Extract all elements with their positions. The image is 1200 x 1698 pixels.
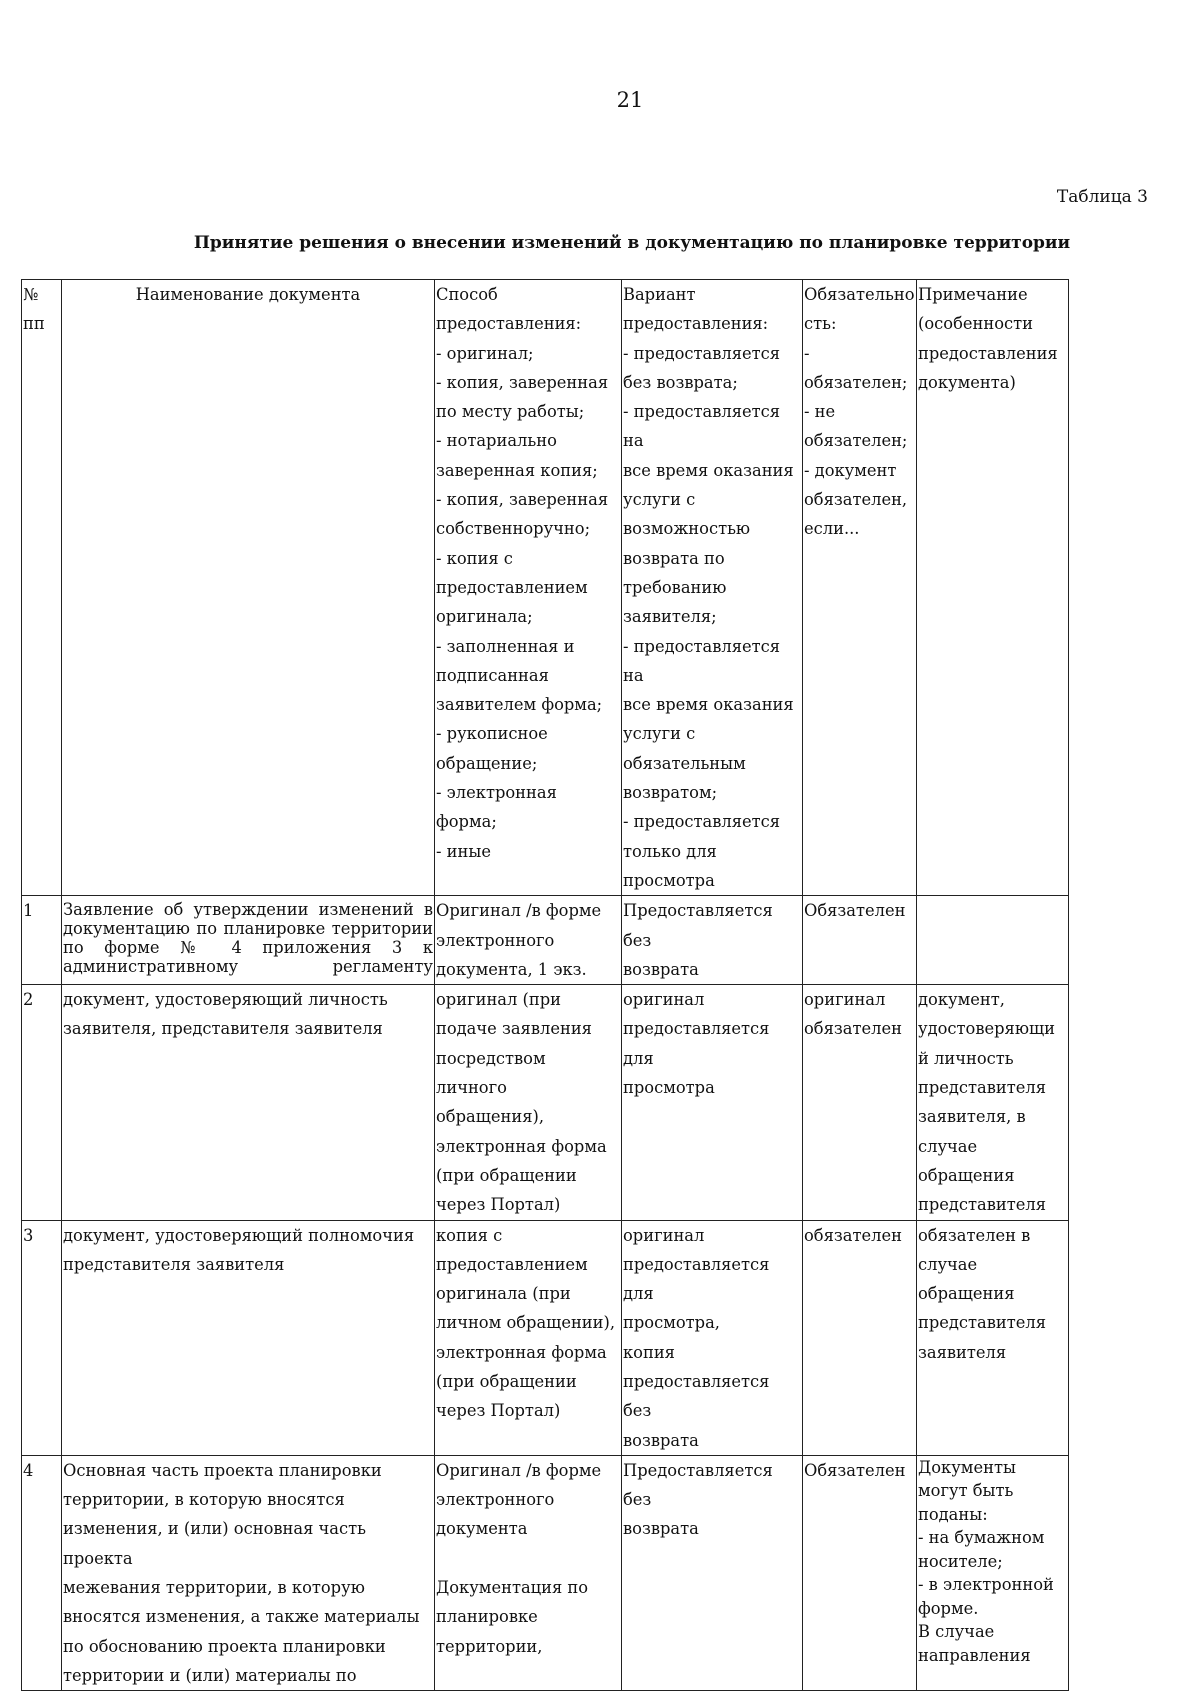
row-method: копия с предоставлением оригинала (при личном обращении), электронная форма (при обращении через Портал) bbox=[435, 1220, 622, 1455]
row-variant: Предоставляется без возврата bbox=[622, 896, 803, 985]
header-number: № пп bbox=[22, 280, 62, 896]
row-number: 3 bbox=[22, 1220, 62, 1455]
header-note: Примечание (особенности предоставления документа) bbox=[917, 280, 1069, 896]
row-note bbox=[917, 896, 1069, 985]
row-note: Документы могут быть поданы: - на бумажном носителе; - в электронной форме. В случае направления bbox=[917, 1455, 1069, 1690]
row-variant: оригинал предоставляется для просмотра bbox=[622, 985, 803, 1220]
row-document-name: Основная часть проекта планировки территории, в которую вносятся изменения, и (или) основная часть проекта межевания территории, в которую вносятся изменения, а также материалы по обоснованию проекта планировки территории и (или) материалы по bbox=[62, 1455, 435, 1690]
row-method: оригинал (при подаче заявления посредством личного обращения), электронная форма (при обращении через Портал) bbox=[435, 985, 622, 1220]
row-note: документ, удостоверяющи й личность представителя заявителя, в случае обращения представителя bbox=[917, 985, 1069, 1220]
row-variant: Предоставляется без возврата bbox=[622, 1455, 803, 1690]
row-note: обязателен в случае обращения представителя заявителя bbox=[917, 1220, 1069, 1455]
table-label: Таблица 3 bbox=[1056, 187, 1148, 207]
table-title: Принятие решения о внесении изменений в документацию по планировке территории bbox=[193, 233, 1071, 253]
row-method: Оригинал /в форме электронного документа Документация по планировке территории, bbox=[435, 1455, 622, 1690]
table-row bbox=[22, 985, 1069, 1220]
row-document-name: Заявление об утверждении изменений в документацию по планировке территории по форме № 4 приложения 3 к административному регламенту bbox=[62, 896, 435, 985]
row-required: обязателен bbox=[803, 1220, 917, 1455]
row-variant: оригинал предоставляется для просмотра, копия предоставляется без возврата bbox=[622, 1220, 803, 1455]
row-document-name: документ, удостоверяющий полномочия представителя заявителя bbox=[62, 1220, 435, 1455]
header-document-name: Наименование документа bbox=[62, 280, 435, 896]
table-row bbox=[22, 1220, 1069, 1455]
row-document-name: документ, удостоверяющий личность заявителя, представителя заявителя bbox=[62, 985, 435, 1220]
header-variant: Вариант предоставления: - предоставляется без возврата; - предоставляется на все время оказания услуги с возможностью возврата по требованию заявителя; - предоставляется на все время оказания услуги с обязательным возвратом; - предоставляется только для просмотра bbox=[622, 280, 803, 896]
row-required: Обязателен bbox=[803, 896, 917, 985]
row-number: 4 bbox=[22, 1455, 62, 1690]
row-number: 1 bbox=[22, 896, 62, 985]
header-required: Обязательно сть: - обязателен; - не обязателен; - документ обязателен, если... bbox=[803, 280, 917, 896]
header-method: Способ предоставления: - оригинал; - копия, заверенная по месту работы; - нотариально заверенная копия; - копия, заверенная собственноручно; - копия с предоставлением оригинала; - заполненная и подписанная заявителем форма; - рукописное обращение; - электронная форма; - иные bbox=[435, 280, 622, 896]
row-required: Обязателен bbox=[803, 1455, 917, 1690]
table-header-row bbox=[22, 280, 1069, 896]
row-required: оригинал обязателен bbox=[803, 985, 917, 1220]
row-method: Оригинал /в форме электронного документа, 1 экз. bbox=[435, 896, 622, 985]
documents-table bbox=[21, 279, 1069, 1691]
table-row bbox=[22, 1455, 1069, 1690]
table-row bbox=[22, 896, 1069, 985]
row-number: 2 bbox=[22, 985, 62, 1220]
page-number: 21 bbox=[616, 88, 644, 112]
